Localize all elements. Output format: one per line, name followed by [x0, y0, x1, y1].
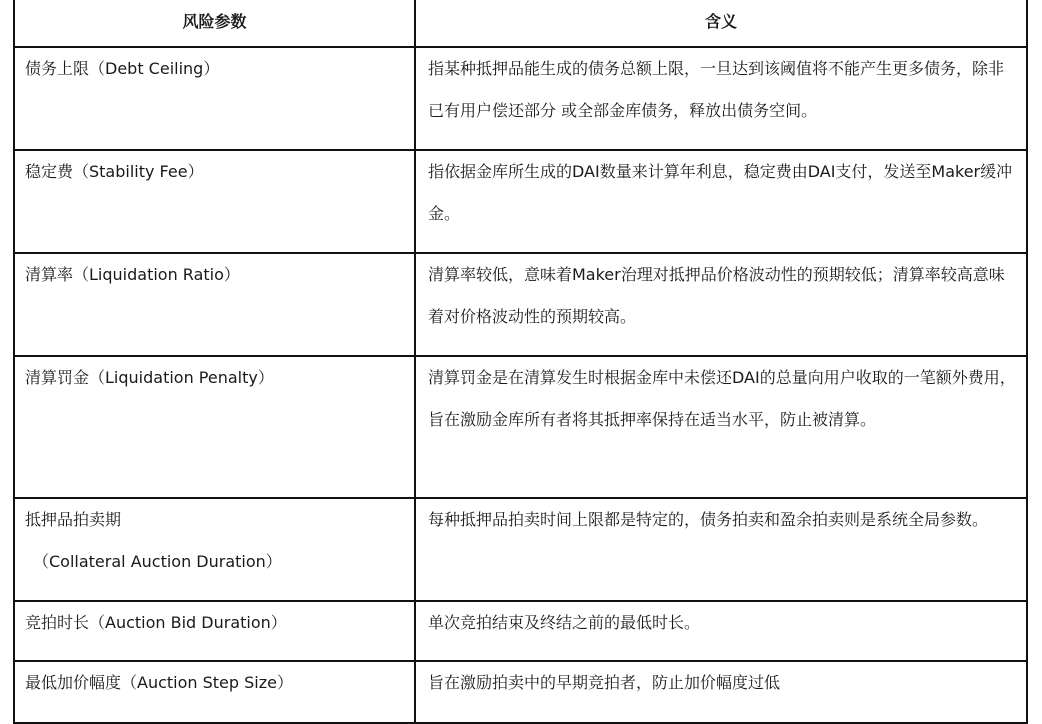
param-name-english: （Collateral Auction Duration） — [33, 552, 282, 571]
meaning-cell — [415, 601, 1027, 661]
meaning-cell — [415, 253, 1027, 356]
table-row-stability-fee — [14, 150, 1027, 253]
table-row-auction-step-size — [14, 661, 1027, 723]
meaning-text: 指依据金库所生成的DAI数量来计算年利息，稳定费由DAI支付，发送至Maker缓冲金。 — [428, 162, 1013, 223]
header-risk-parameter: 风险参数 — [14, 0, 415, 47]
param-name: 竞拍时长（Auction Bid Duration） — [25, 613, 287, 632]
meaning-text: 每种抵押品拍卖时间上限都是特定的，债务拍卖和盈余拍卖则是系统全局参数。 — [428, 510, 989, 529]
header-meaning: 含义 — [415, 0, 1027, 47]
risk-parameters-table — [13, 0, 1028, 724]
meaning-cell — [415, 150, 1027, 253]
param-cell — [14, 356, 415, 498]
param-cell — [14, 150, 415, 253]
param-cell — [14, 47, 415, 150]
param-cell — [14, 601, 415, 661]
meaning-text: 指某种抵押品能生成的债务总额上限，一旦达到该阈值将不能产生更多债务，除非已有用户偿还部分 或全部金库债务，释放出债务空间。 — [428, 59, 1005, 120]
table-row-liquidation-ratio — [14, 253, 1027, 356]
param-name: 稳定费（Stability Fee） — [25, 162, 204, 181]
param-name: 清算罚金（Liquidation Penalty） — [25, 368, 274, 387]
param-name: 清算率（Liquidation Ratio） — [25, 265, 240, 284]
table-row-auction-bid-duration — [14, 601, 1027, 661]
param-cell — [14, 661, 415, 723]
meaning-cell — [415, 498, 1027, 601]
param-cell — [14, 253, 415, 356]
meaning-cell — [415, 356, 1027, 498]
meaning-text: 清算罚金是在清算发生时根据金库中未偿还DAI的总量向用户收取的一笔额外费用，旨在激励金库所有者将其抵押率保持在适当水平，防止被清算。 — [428, 368, 1016, 429]
table-row-debt-ceiling — [14, 47, 1027, 150]
meaning-text: 清算率较低，意味着Maker治理对抵押品价格波动性的预期较低；清算率较高意味着对价格波动性的预期较高。 — [428, 265, 1005, 326]
param-cell — [14, 498, 415, 601]
table-header-row — [14, 0, 1027, 47]
meaning-cell — [415, 661, 1027, 723]
meaning-text: 单次竞拍结束及终结之前的最低时长。 — [428, 613, 701, 632]
table-row-liquidation-penalty — [14, 356, 1027, 498]
meaning-cell — [415, 47, 1027, 150]
param-name: 债务上限（Debt Ceiling） — [25, 59, 220, 78]
param-name: 最低加价幅度（Auction Step Size） — [25, 673, 293, 692]
param-name: 抵押品拍卖期 — [25, 510, 122, 529]
table-row-collateral-auction-duration — [14, 498, 1027, 601]
meaning-text: 旨在激励拍卖中的早期竞拍者，防止加价幅度过低 — [428, 673, 781, 692]
